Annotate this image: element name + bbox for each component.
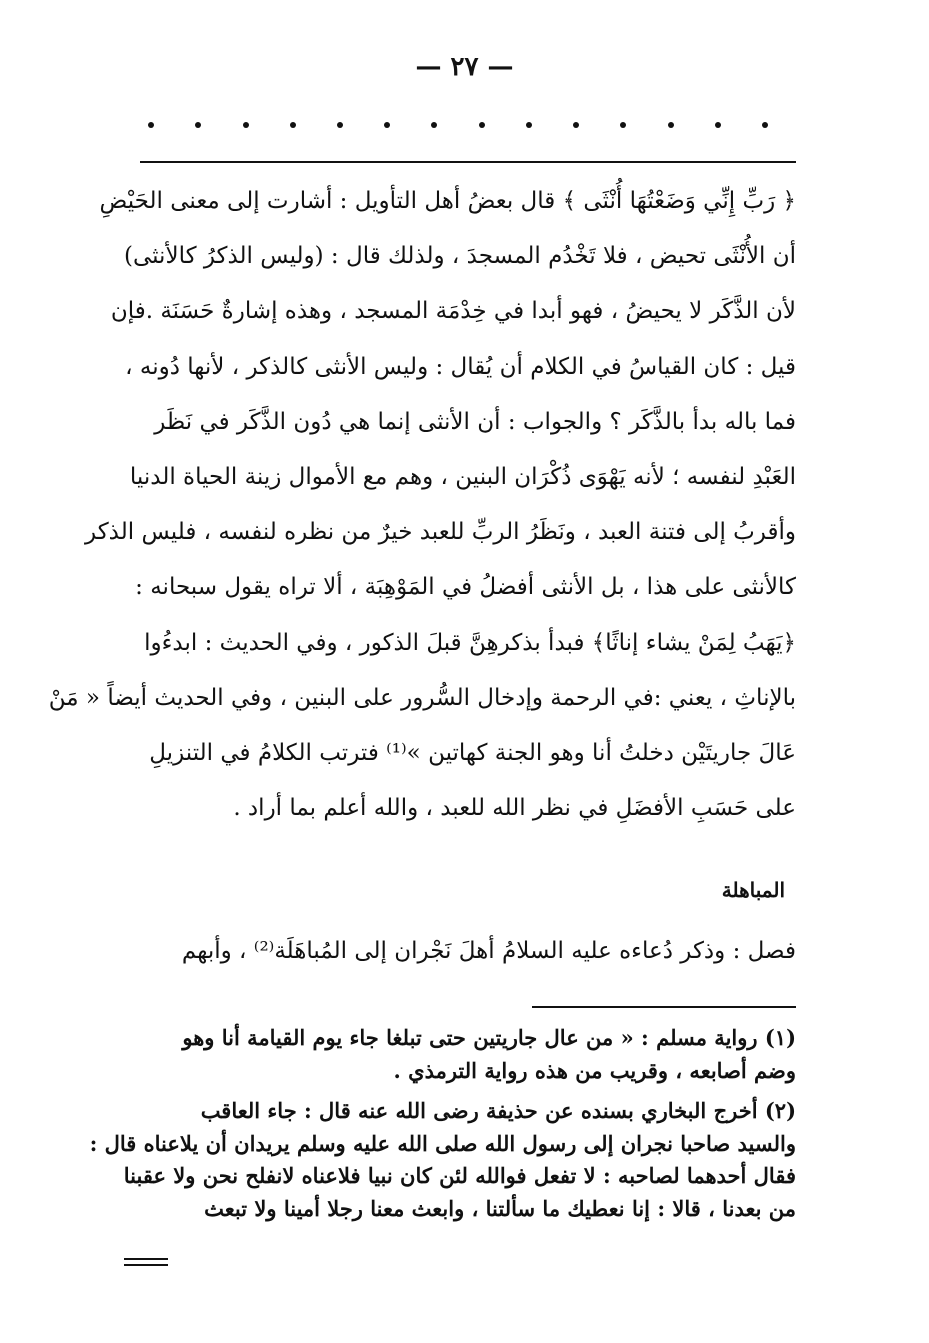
ornament-dot [526, 122, 532, 128]
body-line: قيل : كان القياسُ في الكلام أن يُقال : وليس الأنثى كالذكر ، لأنها دُونه ، [125, 353, 796, 380]
body-line: فما باله بدأ بالذَّكَر ؟ والجواب : أن الأنثى إنما هي دُون الذَّكَر في نَظَر [154, 408, 796, 435]
header-rule [140, 161, 796, 163]
body-line: كالأنثى على هذا ، بل الأنثى أفضلُ في المَوْهِبَة ، ألا تراه يقول سبحانه : [135, 574, 796, 601]
ornament-dot [195, 122, 201, 128]
ornament-dot [573, 122, 579, 128]
footnote-line: من بعدنا ، قالا : إنا نعطيك ما سألتنا ، وابعث معنا رجلا أمينا ولا تبعث [204, 1195, 796, 1221]
ornament-dot [243, 122, 249, 128]
ornament-dot [431, 122, 437, 128]
footnote-line: والسيد صاحبا نجران إلى رسول الله صلى الله عليه وسلم يريدان أن يلاعناه قال : [89, 1130, 796, 1156]
ornament-dot [479, 122, 485, 128]
footnote-line: فقال أحدهما لصاحبه : لا تفعل فوالله لئن كان نبيا فلاعناه لانفلح نحن ولا عقبنا [123, 1163, 796, 1188]
body-line: أن الأُنْثَى تحيض ، فلا تَخْدُم المسجدَ ، ولذلك قال : (وليس الذكرُ كالأنثى) [123, 243, 796, 270]
body-line: لأن الذَّكَر لا يحيضُ ، فهو أبدا في خِدْمَة المسجد ، وهذه إشارةٌ حَسَنَة .فإن [110, 298, 796, 325]
footnote-gap [140, 1087, 796, 1095]
body-line: ﴿يَهَبُ لِمَنْ يشاء إناثًا﴾ فبدأ بذكرهِنَّ قبلَ الذكور ، وفي الحديث : ابدءُوا [144, 629, 796, 656]
ornament-dot [762, 122, 768, 128]
body-line: ﴿ رَبِّ إِنِّي وَضَعْتُهَا أُنْثَى ﴾ قال بعضُ أهل التأويل : أشارت إلى معنى الحَيْضِ [99, 188, 796, 214]
ornament-dot [337, 122, 343, 128]
page-number: — ٢٧ — [415, 52, 514, 82]
body-text [48, 174, 796, 836]
ornament-dot [715, 122, 721, 128]
ornament-dot [620, 122, 626, 128]
ornament-dot [384, 122, 390, 128]
section-line: فصل : وذكر دُعاءه عليه السلامُ أهلَ نَجْران إلى المُباهَلَة⁽²⁾ ، وأبهم [181, 938, 796, 964]
section-heading: المباهلة [721, 878, 785, 902]
footnote-line: وضم أصابعه ، وقريب من هذه رواية الترمذي . [393, 1057, 796, 1083]
continuation-mark [124, 1258, 168, 1270]
body-line: وأقربُ إلى فتنة العبد ، ونَظَرُ الربِّ للعبد خيرٌ من نظره لنفسه ، فليس الذكر [85, 519, 796, 546]
body-line: عَالَ جاريتَيْن دخلتُ أنا وهو الجنة كهاتين »⁽¹⁾ فترتب الكلامُ في التنزيلِ [149, 740, 796, 767]
ornament-dot [668, 122, 674, 128]
ornament-dot [290, 122, 296, 128]
body-line: العَبْدِ لنفسه ؛ لأنه يَهْوَى ذُكْرَان البنين ، وهم مع الأموال زينة الحياة الدنيا [129, 464, 796, 491]
ornament-dots [148, 122, 768, 128]
footnotes [89, 1022, 796, 1225]
footnote-line: (٢) أخرج البخاري بسنده عن حذيفة رضى الله عنه قال : جاء العاقب [200, 1098, 796, 1123]
body-line: بالإناثِ ، يعني :في الرحمة وإدخال السُّرور على البنين ، وفي الحديث أيضاً « مَنْ [48, 684, 796, 711]
body-line: على حَسَبِ الأفضَلِ في نظر الله للعبد ، والله أعلم بما أراد . [233, 795, 796, 822]
footnote-rule [532, 1006, 796, 1008]
ornament-dot [148, 122, 154, 128]
footnote-line: (١) رواية مسلم : « من عال جاريتين حتى تبلغا جاء يوم القيامة أنا وهو [182, 1025, 796, 1050]
